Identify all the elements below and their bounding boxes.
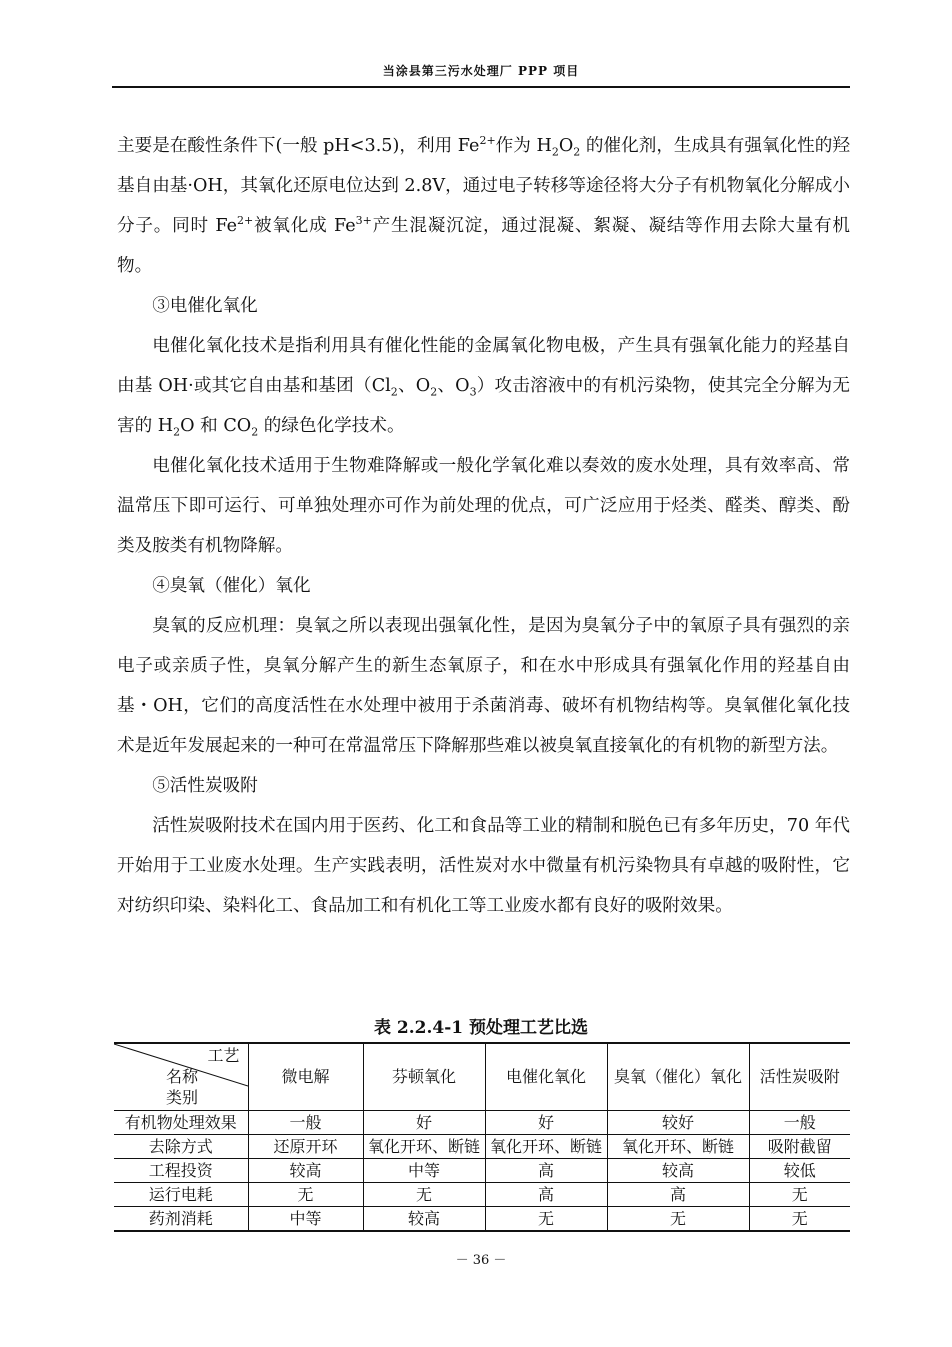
table-cell: 无 bbox=[363, 1183, 485, 1207]
table-cell: 较好 bbox=[607, 1111, 749, 1135]
table-cell: 一般 bbox=[749, 1111, 850, 1135]
paragraph-ozone: 臭氧的反应机理：臭氧之所以表现出强氧化性，是因为臭氧分子中的氧原子具有强烈的亲电子或亲质子性，臭氧分解产生的新生态氧原子，和在水中形成具有强氧化作用的羟基自由基・OH，它们的高度活性在水处理中被用于杀菌消毒、破坏有机物结构等。臭氧催化氧化技术是近年发展起来的一种可在常温常压下降解那些难以被臭氧直接氧化的有机物的新型方法。 bbox=[117, 616, 850, 756]
column-header: 活性炭吸附 bbox=[749, 1043, 850, 1111]
subscript: 2 bbox=[390, 385, 398, 399]
subscript: 2 bbox=[551, 145, 559, 159]
table-cell: 吸附截留 bbox=[749, 1135, 850, 1159]
section-heading-ozone: ④臭氧（催化）氧化 bbox=[152, 576, 311, 596]
table-row bbox=[114, 1207, 850, 1232]
table-cell: 氧化开环、断链 bbox=[363, 1135, 485, 1159]
table-cell: 无 bbox=[749, 1207, 850, 1232]
table-cell: 无 bbox=[607, 1207, 749, 1232]
text-run: O 和 CO bbox=[180, 416, 252, 436]
paragraph-fenton bbox=[117, 126, 850, 286]
column-header: 微电解 bbox=[248, 1043, 363, 1111]
table-row bbox=[114, 1135, 850, 1159]
table-cell: 高 bbox=[607, 1183, 749, 1207]
text-run: O bbox=[558, 136, 574, 156]
row-label: 去除方式 bbox=[114, 1135, 248, 1159]
row-label: 工程投资 bbox=[114, 1159, 248, 1183]
corner-label-name: 名称 bbox=[166, 1067, 199, 1086]
subscript: 2 bbox=[430, 385, 438, 399]
table-cell: 好 bbox=[485, 1111, 607, 1135]
text-run: 的绿色化学技术。 bbox=[258, 416, 405, 436]
process-comparison-table bbox=[114, 1042, 850, 1232]
subscript: 2 bbox=[251, 425, 259, 439]
table-header-row bbox=[114, 1043, 850, 1111]
table-cell: 无 bbox=[248, 1183, 363, 1207]
paragraph-electrocatalytic-2: 电催化氧化技术适用于生物难降解或一般化学氧化难以奏效的废水处理，具有效率高、常温常压下即可运行、可单独处理亦可作为前处理的优点，可广泛应用于烃类、醛类、醇类、酚类及胺类有机物降解。 bbox=[117, 456, 850, 556]
corner-label-process: 工艺 bbox=[207, 1046, 240, 1065]
corner-label-category: 类别 bbox=[166, 1088, 199, 1107]
superscript: 3+ bbox=[355, 214, 372, 228]
row-label: 药剂消耗 bbox=[114, 1207, 248, 1232]
row-label: 有机物处理效果 bbox=[114, 1111, 248, 1135]
superscript: 2+ bbox=[479, 134, 496, 148]
table-cell: 氧化开环、断链 bbox=[607, 1135, 749, 1159]
table-cell: 好 bbox=[363, 1111, 485, 1135]
text-run: 主要是在酸性条件下(一般 pH<3.5)，利用 Fe bbox=[117, 136, 480, 156]
text-run: 产生混凝沉淀，通过混凝、絮凝、凝结等作用去除大量有机物。 bbox=[117, 216, 850, 276]
text-run: 的催化剂，生成具有强氧化性的羟基自由基·OH，其氧化还原电位达到 2.8V，通过电子转移等途径将大分子有机物氧化分解成小分子。同时 Fe bbox=[117, 136, 850, 236]
table-row bbox=[114, 1111, 850, 1135]
table-corner-cell bbox=[114, 1043, 248, 1111]
text-run: ）攻击溶液中的有机污染物，使其完全分解为无害的 H bbox=[117, 376, 850, 436]
table-title: 表 2.2.4-1 预处理工艺比选 bbox=[373, 1018, 589, 1038]
table-row bbox=[114, 1159, 850, 1183]
subscript: 2 bbox=[173, 425, 181, 439]
paragraph-activated-carbon: 活性炭吸附技术在国内用于医药、化工和食品等工业的精制和脱色已有多年历史，70 年代开始用于工业废水处理。生产实践表明，活性炭对水中微量有机污染物具有卓越的吸附性，它对纺织印染、染料化工、食品加工和有机化工等工业废水都有良好的吸附效果。 bbox=[117, 816, 850, 916]
table-row bbox=[114, 1183, 850, 1207]
table-cell: 无 bbox=[485, 1207, 607, 1232]
table-cell: 高 bbox=[485, 1159, 607, 1183]
header-rule bbox=[112, 86, 850, 88]
column-header: 臭氧（催化）氧化 bbox=[607, 1043, 749, 1111]
column-header: 电催化氧化 bbox=[485, 1043, 607, 1111]
text-run: 电催化氧化技术是指利用具有催化性能的金属氧化物电极，产生具有强氧化能力的羟基自由基 OH·或其它自由基和基团（Cl bbox=[117, 336, 850, 396]
table-cell: 中等 bbox=[363, 1159, 485, 1183]
text-run: 、O bbox=[437, 376, 470, 396]
section-heading-activated-carbon: ⑤活性炭吸附 bbox=[152, 776, 258, 796]
paragraph-electrocatalytic-1 bbox=[117, 326, 850, 446]
column-header: 芬顿氧化 bbox=[363, 1043, 485, 1111]
subscript: 3 bbox=[469, 385, 477, 399]
page-number: － 36 － bbox=[455, 1253, 507, 1268]
table-cell: 还原开环 bbox=[248, 1135, 363, 1159]
text-run: 作为 H bbox=[495, 136, 552, 156]
text-run: 、O bbox=[397, 376, 431, 396]
subscript: 2 bbox=[573, 145, 581, 159]
table-cell: 无 bbox=[749, 1183, 850, 1207]
table-cell: 较高 bbox=[607, 1159, 749, 1183]
page-header: 当涂县第三污水处理厂 PPP 项目 bbox=[382, 64, 580, 78]
superscript: 2+ bbox=[237, 214, 254, 228]
table-cell: 较高 bbox=[363, 1207, 485, 1232]
text-run: 被氧化成 Fe bbox=[253, 216, 356, 236]
table-cell: 氧化开环、断链 bbox=[485, 1135, 607, 1159]
table-cell: 较低 bbox=[749, 1159, 850, 1183]
body-text bbox=[117, 126, 850, 926]
table-cell: 高 bbox=[485, 1183, 607, 1207]
table-cell: 较高 bbox=[248, 1159, 363, 1183]
table-cell: 中等 bbox=[248, 1207, 363, 1232]
section-heading-electrocatalytic: ③电催化氧化 bbox=[152, 296, 258, 316]
row-label: 运行电耗 bbox=[114, 1183, 248, 1207]
table-cell: 一般 bbox=[248, 1111, 363, 1135]
